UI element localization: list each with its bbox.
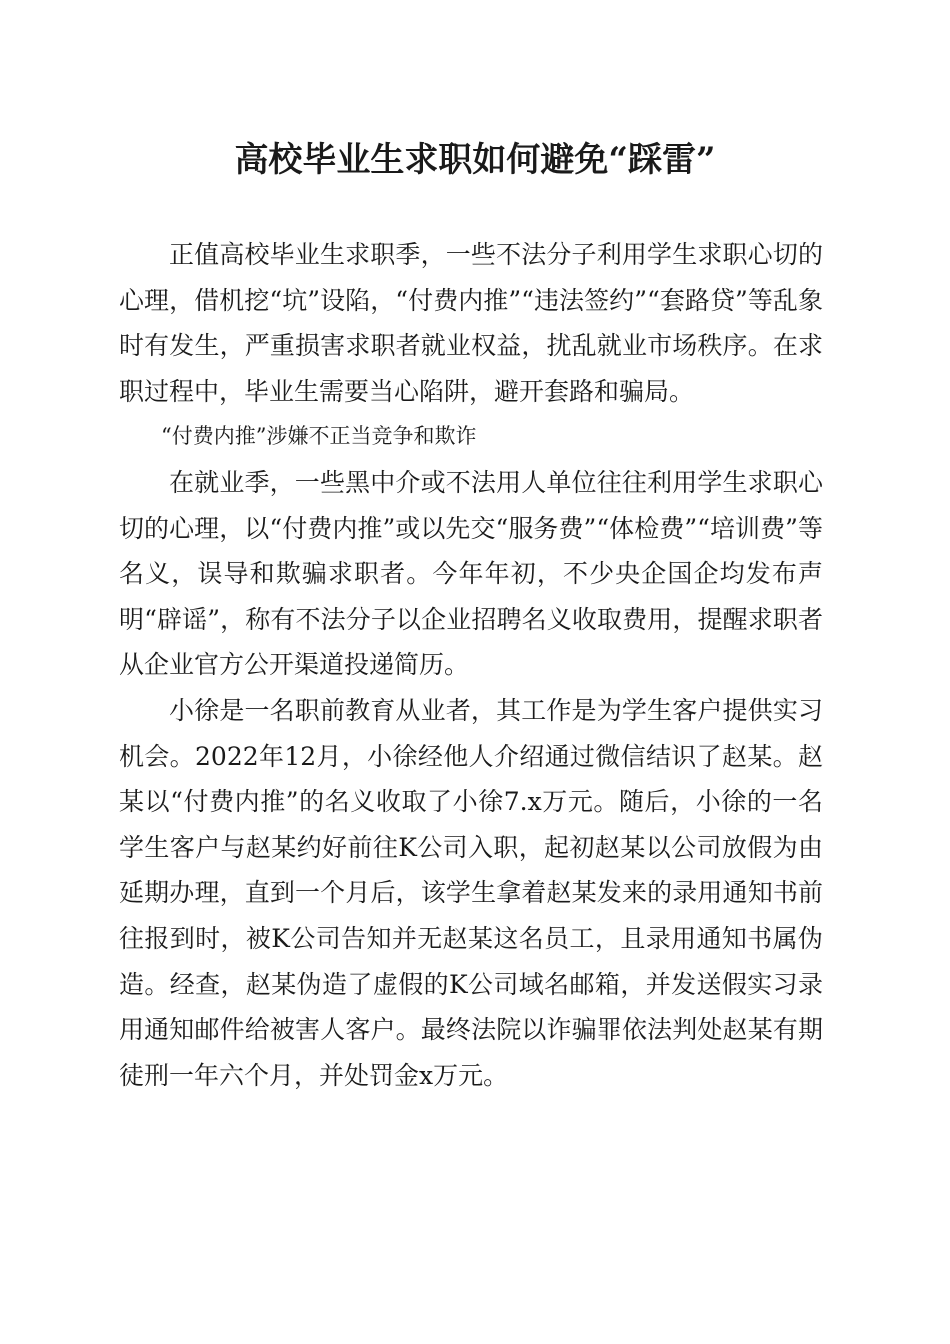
paragraph-background: 在就业季，一些黑中介或不法用人单位往往利用学生求职心切的心理，以“付费内推”或以先交“服务费”“体检费”“培训费”等名义，误导和欺骗求职者。今年年初，不少央企国企均发布声明“辟谣”，称有不法分子以企业招聘名义收取费用，提醒求职者从企业官方公开渠道投递简历。 [119, 467, 823, 680]
paragraph-case: 小徐是一名职前教育从业者，其工作是为学生客户提供实习机会。2022年12月，小徐经他人介绍通过微信结识了赵某。赵某以“付费内推”的名义收取了小徐7.x万元。随后，小徐的一名学生客户与赵某约好前往K公司入职，起初赵某以公司放假为由延期办理，直到一个月后，该学生拿着赵某发来的录用通知书前往报到时，被K公司告知并无赵某这名员工，且录用通知书属伪造。经查，赵某伪造了虚假的K公司域名邮箱，并发送假实习录用通知邮件给被害人客户。最终法院以诈骗罪依法判处赵某有期徒刑一年六个月，并处罚金x万元。 [119, 695, 823, 1090]
section-subheading: “付费内推”涉嫌不正当竞争和欺诈 [161, 424, 477, 449]
document-body [119, 232, 823, 1098]
document-title: 高校毕业生求职如何避免“踩雷” [234, 140, 716, 180]
paragraph-intro: 正值高校毕业生求职季，一些不法分子利用学生求职心切的心理，借机挖“坑”设陷，“付费内推”“违法签约”“套路贷”等乱象时有发生，严重损害求职者就业权益，扰乱就业市场秩序。在求职过程中，毕业生需要当心陷阱，避开套路和骗局。 [119, 240, 823, 406]
